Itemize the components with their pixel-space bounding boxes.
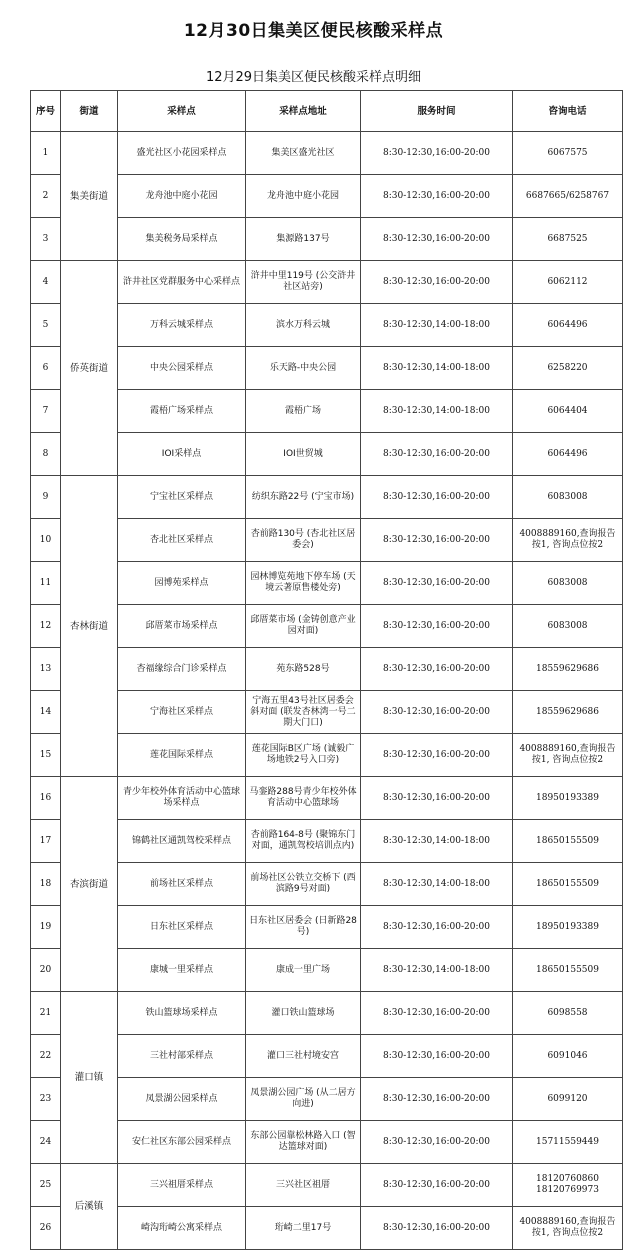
contact-phone: 4008889160,查询报告按1, 咨询点位按2 [513, 734, 623, 777]
service-hours: 8:30-12:30,16:00-20:00 [361, 691, 513, 734]
row-index: 5 [31, 304, 61, 347]
contact-phone: 18559629686 [513, 648, 623, 691]
row-index: 9 [31, 476, 61, 519]
row-index: 24 [31, 1121, 61, 1164]
header-phone: 咨询电话 [513, 91, 623, 132]
site-address: 凤景湖公园广场 (从二居方向进) [246, 1078, 361, 1121]
contact-phone: 6258220 [513, 347, 623, 390]
sampling-sites-table [30, 90, 623, 1250]
row-index: 7 [31, 390, 61, 433]
table-header-row [31, 91, 623, 132]
street-name: 灌口镇 [61, 992, 118, 1164]
contact-phone: 15711559449 [513, 1121, 623, 1164]
row-index: 19 [31, 906, 61, 949]
site-name: 集美税务局采样点 [118, 218, 246, 261]
site-name: 三社村部采样点 [118, 1035, 246, 1078]
row-index: 1 [31, 132, 61, 175]
table-row [31, 863, 623, 906]
table-row [31, 304, 623, 347]
row-index: 3 [31, 218, 61, 261]
site-name: 三兴祖厝采样点 [118, 1164, 246, 1207]
street-name: 集美街道 [61, 132, 118, 261]
site-address: 苑东路528号 [246, 648, 361, 691]
contact-phone: 6098558 [513, 992, 623, 1035]
table-row [31, 734, 623, 777]
table-row [31, 777, 623, 820]
site-name: 浒井社区党群服务中心采样点 [118, 261, 246, 304]
service-hours: 8:30-12:30,16:00-20:00 [361, 562, 513, 605]
street-name: 侨英街道 [61, 261, 118, 476]
table-row [31, 261, 623, 304]
header-address: 采样点地址 [246, 91, 361, 132]
table-row [31, 906, 623, 949]
table-row [31, 1207, 623, 1250]
site-address: 邱厝菜市场 (金铸创意产业园对面) [246, 605, 361, 648]
header-street: 街道 [61, 91, 118, 132]
row-index: 6 [31, 347, 61, 390]
site-address: 乐天路-中央公园 [246, 347, 361, 390]
header-site: 采样点 [118, 91, 246, 132]
site-address: 龙舟池中庭小花园 [246, 175, 361, 218]
service-hours: 8:30-12:30,14:00-18:00 [361, 949, 513, 992]
site-name: IOI采样点 [118, 433, 246, 476]
row-index: 15 [31, 734, 61, 777]
site-name: 康城一里采样点 [118, 949, 246, 992]
site-address: 三兴社区祖厝 [246, 1164, 361, 1207]
row-index: 22 [31, 1035, 61, 1078]
service-hours: 8:30-12:30,16:00-20:00 [361, 1078, 513, 1121]
service-hours: 8:30-12:30,16:00-20:00 [361, 519, 513, 562]
row-index: 2 [31, 175, 61, 218]
table-body [31, 132, 623, 1250]
service-hours: 8:30-12:30,16:00-20:00 [361, 132, 513, 175]
site-name: 安仁社区东部公园采样点 [118, 1121, 246, 1164]
row-index: 4 [31, 261, 61, 304]
table-row [31, 218, 623, 261]
contact-phone: 4008889160,查询报告按1, 咨询点位按2 [513, 1207, 623, 1250]
row-index: 23 [31, 1078, 61, 1121]
row-index: 14 [31, 691, 61, 734]
service-hours: 8:30-12:30,16:00-20:00 [361, 1035, 513, 1078]
table-row [31, 519, 623, 562]
contact-phone: 6067575 [513, 132, 623, 175]
site-address: 纺织东路22号 (宁宝市场) [246, 476, 361, 519]
contact-phone: 6083008 [513, 605, 623, 648]
contact-phone: 18950193389 [513, 906, 623, 949]
service-hours: 8:30-12:30,16:00-20:00 [361, 648, 513, 691]
row-index: 25 [31, 1164, 61, 1207]
row-index: 17 [31, 820, 61, 863]
service-hours: 8:30-12:30,16:00-20:00 [361, 175, 513, 218]
service-hours: 8:30-12:30,16:00-20:00 [361, 1207, 513, 1250]
service-hours: 8:30-12:30,14:00-18:00 [361, 863, 513, 906]
site-name: 前场社区采样点 [118, 863, 246, 906]
site-address: 灌口铁山篮球场 [246, 992, 361, 1035]
service-hours: 8:30-12:30,14:00-18:00 [361, 390, 513, 433]
row-index: 21 [31, 992, 61, 1035]
table-row [31, 1164, 623, 1207]
site-address: 马銮路288号青少年校外体育活动中心篮球场 [246, 777, 361, 820]
service-hours: 8:30-12:30,14:00-18:00 [361, 820, 513, 863]
contact-phone: 6091046 [513, 1035, 623, 1078]
table-row [31, 648, 623, 691]
site-name: 盛光社区小花园采样点 [118, 132, 246, 175]
table-row [31, 949, 623, 992]
row-index: 11 [31, 562, 61, 605]
table-title: 12月29日集美区便民核酸采样点明细 [205, 70, 422, 85]
contact-phone: 18950193389 [513, 777, 623, 820]
table-row [31, 433, 623, 476]
site-name: 杏福缘综合门诊采样点 [118, 648, 246, 691]
site-name: 园博苑采样点 [118, 562, 246, 605]
table-row [31, 1078, 623, 1121]
street-name: 杏林街道 [61, 476, 118, 777]
contact-phone: 18650155509 [513, 949, 623, 992]
table-row [31, 1035, 623, 1078]
site-address: 杏前路164-8号 (聚锦东门对面，通凯驾校培训点内) [246, 820, 361, 863]
contact-phone: 6083008 [513, 562, 623, 605]
site-name: 杏北社区采样点 [118, 519, 246, 562]
site-address: 日东社区居委会 (日新路28号) [246, 906, 361, 949]
site-address: 园林博览苑地下停车场 (天境云著原售楼处旁) [246, 562, 361, 605]
service-hours: 8:30-12:30,16:00-20:00 [361, 992, 513, 1035]
service-hours: 8:30-12:30,16:00-20:00 [361, 433, 513, 476]
contact-phone: 6064404 [513, 390, 623, 433]
service-hours: 8:30-12:30,16:00-20:00 [361, 734, 513, 777]
table-row [31, 691, 623, 734]
site-name: 龙舟池中庭小花园 [118, 175, 246, 218]
site-name: 莲花国际采样点 [118, 734, 246, 777]
contact-phone: 6064496 [513, 304, 623, 347]
site-name: 宁宝社区采样点 [118, 476, 246, 519]
service-hours: 8:30-12:30,16:00-20:00 [361, 261, 513, 304]
service-hours: 8:30-12:30,16:00-20:00 [361, 1121, 513, 1164]
contact-phone: 18559629686 [513, 691, 623, 734]
contact-phone: 4008889160,查询报告按1, 咨询点位按2 [513, 519, 623, 562]
table-row [31, 175, 623, 218]
site-name: 中央公园采样点 [118, 347, 246, 390]
site-address: 霞梧广场 [246, 390, 361, 433]
table-row [31, 1121, 623, 1164]
site-name: 铁山篮球场采样点 [118, 992, 246, 1035]
site-name: 锦鹤社区通凯驾校采样点 [118, 820, 246, 863]
contact-phone: 6687665/6258767 [513, 175, 623, 218]
page-title: 12月30日集美区便民核酸采样点 [183, 21, 444, 41]
row-index: 20 [31, 949, 61, 992]
row-index: 18 [31, 863, 61, 906]
row-index: 26 [31, 1207, 61, 1250]
site-name: 日东社区采样点 [118, 906, 246, 949]
service-hours: 8:30-12:30,16:00-20:00 [361, 906, 513, 949]
row-index: 16 [31, 777, 61, 820]
contact-phone: 6064496 [513, 433, 623, 476]
header-index: 序号 [31, 91, 61, 132]
contact-phone: 6099120 [513, 1078, 623, 1121]
site-name: 青少年校外体育活动中心篮球场采样点 [118, 777, 246, 820]
table-row [31, 390, 623, 433]
service-hours: 8:30-12:30,14:00-18:00 [361, 304, 513, 347]
service-hours: 8:30-12:30,14:00-18:00 [361, 347, 513, 390]
table-row [31, 562, 623, 605]
site-address: 集美区盛光社区 [246, 132, 361, 175]
row-index: 8 [31, 433, 61, 476]
service-hours: 8:30-12:30,16:00-20:00 [361, 1164, 513, 1207]
table-row [31, 605, 623, 648]
site-address: 前场社区公铁立交桥下 (西滨路9号对面) [246, 863, 361, 906]
table-row [31, 347, 623, 390]
site-name: 宁海社区采样点 [118, 691, 246, 734]
site-name: 霞梧广场采样点 [118, 390, 246, 433]
table-row [31, 476, 623, 519]
site-address: 滨水万科云城 [246, 304, 361, 347]
contact-phone: 18650155509 [513, 820, 623, 863]
site-address: 康成一里广场 [246, 949, 361, 992]
site-address: 灌口三社村境安宫 [246, 1035, 361, 1078]
service-hours: 8:30-12:30,16:00-20:00 [361, 476, 513, 519]
site-address: 莲花国际B区广场 (诚毅广场地铁2号入口旁) [246, 734, 361, 777]
site-address: 杏前路130号 (杏北社区居委会) [246, 519, 361, 562]
site-name: 崎沟珩崎公寓采样点 [118, 1207, 246, 1250]
site-address: 珩崎二里17号 [246, 1207, 361, 1250]
street-name: 后溪镇 [61, 1164, 118, 1250]
service-hours: 8:30-12:30,16:00-20:00 [361, 605, 513, 648]
street-name: 杏滨街道 [61, 777, 118, 992]
service-hours: 8:30-12:30,16:00-20:00 [361, 777, 513, 820]
contact-phone: 6687525 [513, 218, 623, 261]
site-address: 浒井中里119号 (公交浒井社区站旁) [246, 261, 361, 304]
site-address: IOI世贸城 [246, 433, 361, 476]
site-name: 万科云城采样点 [118, 304, 246, 347]
site-address: 宁海五里43号社区居委会斜对面 (联发杏林湾一号二期大门口) [246, 691, 361, 734]
site-name: 邱厝菜市场采样点 [118, 605, 246, 648]
table-row [31, 992, 623, 1035]
service-hours: 8:30-12:30,16:00-20:00 [361, 218, 513, 261]
site-name: 凤景湖公园采样点 [118, 1078, 246, 1121]
row-index: 13 [31, 648, 61, 691]
header-hours: 服务时间 [361, 91, 513, 132]
site-address: 东部公园靠松林路入口 (智达篮球对面) [246, 1121, 361, 1164]
contact-phone: 6062112 [513, 261, 623, 304]
contact-phone: 6083008 [513, 476, 623, 519]
row-index: 10 [31, 519, 61, 562]
table-row [31, 820, 623, 863]
contact-phone: 18650155509 [513, 863, 623, 906]
site-address: 集源路137号 [246, 218, 361, 261]
row-index: 12 [31, 605, 61, 648]
contact-phone: 18120760860 18120769973 [513, 1164, 623, 1207]
table-row [31, 132, 623, 175]
